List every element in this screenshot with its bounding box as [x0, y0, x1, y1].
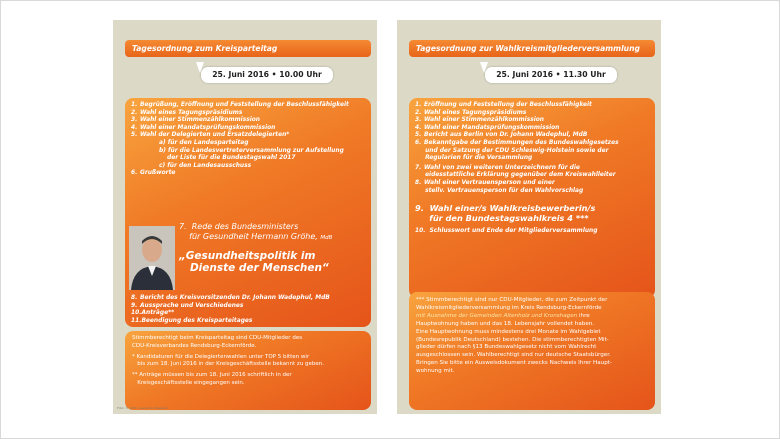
agenda-subitem: b) für die Landesvertreterversammlung zur Aufstellung — [159, 147, 344, 154]
speech-title: 7. Rede des Bundesministers für Gesundheit Hermann Gröhe, MdB — [179, 222, 333, 241]
agenda-subitem: c) für den Landesausschuss — [159, 162, 252, 169]
eligibility-note: Stimmberechtigt beim Kreisparteitag sind CDU-Mitglieder des CDU-Kreisverbandes Rendsburg-Eckernförde. * Kandidaturen für die Delegiertenwahlen unter TOP 5 bitten wir bis zum 18. Juni 2016 in der Kreisgeschäftsstelle bekannt zu geben. ** Anträge müssen bis zum 18. Juni 2016 schriftlich in der Kreisgeschäftsstelle eingegangen sein. — [125, 331, 371, 410]
agenda-item: 3. Wahl einer Stimmenzählkommission — [131, 117, 260, 124]
exception-highlight: mit Ausnahme der Gemeinden Altenholz und Kronshagen — [416, 312, 578, 319]
agenda-item: 10. Schlusswort und Ende der Mitgliederversammlung — [415, 228, 598, 235]
date-time-bubble: 25. Juni 2016 • 11.30 Uhr — [485, 67, 617, 83]
agenda-header-tab: Tagesordnung zum Kreisparteitag — [125, 40, 371, 57]
agenda-box — [409, 98, 655, 298]
agenda-box — [125, 98, 371, 327]
agenda-item: 1. Begrüßung, Eröffnung und Feststellung der Beschlussfähigkeit — [131, 102, 349, 108]
flyer-page-wahlkreisversammlung — [397, 20, 661, 414]
agenda-item: 5. Bericht aus Berlin von Dr. Johann Wadephul, MdB — [415, 132, 588, 139]
speaker-photo — [129, 226, 175, 290]
agenda-item: 9. Aussprache und Verschiedenes — [131, 302, 244, 309]
flyer-page-kreisparteitag — [113, 20, 377, 414]
agenda-item: 8. Bericht des Kreisvorsitzenden Dr. Johann Wadephul, MdB — [131, 295, 330, 301]
agenda-item: 10.Anträge** — [131, 310, 175, 317]
eligibility-note: *** Stimmberechtigt sind nur CDU-Mitglieder, die zum Zeitpunkt der Wahlkreismitgliederversammlung im Kreis Rendsburg-Eckernförde mit Ausnahme der Gemeinden Altenholz und Kronshagen ihre Hauptwohnung haben und das 18. Lebensjahr vollendet haben. Eine Hauptwohnung muss mindestens drei Monate im Wahlgebiet (Bundesrepublik Deutschland) bestehen. Die stimmberechtigten Mit- glieder dürfen nach §13 Bundeswahlgesetz nicht vom Wahlrecht ausgeschlossen sein. Wahlberechtigt sind nur deutsche Staatsbürger. Bringen Sie bitte ein Ausweisdokument zwecks Nachweis Ihrer Haupt- wohnung mit. — [409, 292, 655, 410]
agenda-item-main-election: 9. Wahl einer/s Wahlkreisbewerberin/s für den Bundestagswahlkreis 4 *** — [415, 203, 596, 224]
agenda-item: 2. Wahl eines Tagungspräsidiums — [131, 109, 243, 116]
date-time-bubble: 25. Juni 2016 • 10.00 Uhr — [201, 67, 333, 83]
agenda-item: 1. Eröffnung und Feststellung der Beschlussfähigkeit — [415, 102, 592, 108]
agenda-item: 7. Wahl von zwei weiteren Unterzeichnern für die eidesstattliche Erklärung gegenüber dem Kreiswahlleiter — [415, 164, 616, 179]
agenda-item: 11.Beendigung des Kreisparteitages — [131, 317, 253, 324]
agenda-item: 5. Wahl der Delegierten und Ersatzdelegierten* — [131, 132, 290, 139]
agenda-item: 3. Wahl einer Stimmenzählkommission — [415, 117, 544, 124]
photo-credit: Foto: © CDU | Laurence Chaperon — [117, 406, 169, 410]
agenda-header-tab: Tagesordnung zur Wahlkreismitgliederversammlung — [409, 40, 655, 57]
agenda-item: 4. Wahl einer Mandatsprüfungskommission — [415, 124, 560, 131]
agenda-item: 8. Wahl einer Vertrauensperson und einer stellv. Vertrauensperson für den Wahlvorschlag — [415, 179, 584, 194]
agenda-item: 6. Bekanntgabe der Bestimmungen des Bundeswahlgesetzes und der Satzung der CDU Schleswig-Holstein sowie der Regularien für die Versammlung — [415, 139, 619, 162]
agenda-subitem: der Liste für die Bundestagswahl 2017 — [167, 155, 296, 162]
agenda-item: 2. Wahl eines Tagungspräsidiums — [415, 109, 527, 116]
agenda-item: 6. Grußworte — [131, 170, 176, 177]
agenda-subitem: a) für den Landesparteitag — [159, 139, 249, 146]
speech-quote: „Gesundheitspolitik im Dienste der Menschen“ — [179, 250, 329, 274]
agenda-item: 4. Wahl einer Mandatsprüfungskommission — [131, 124, 276, 131]
